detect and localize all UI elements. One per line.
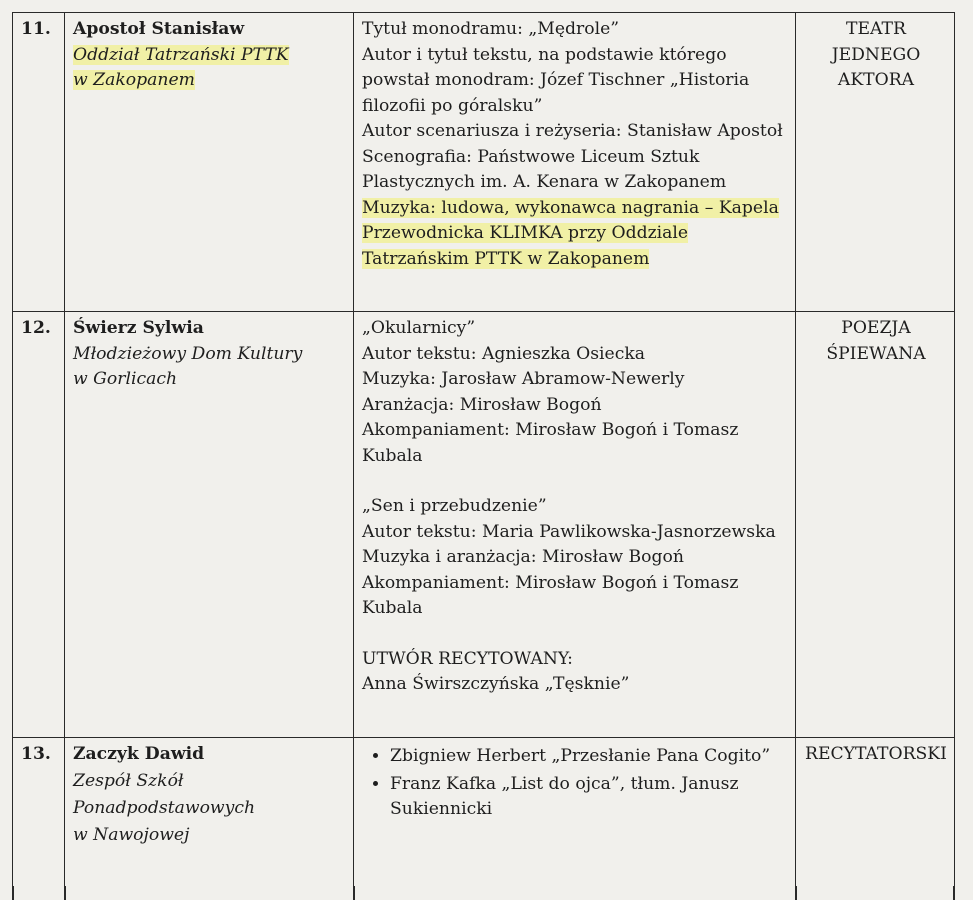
institution-name: Młodzieżowy Dom Kultury w Gorlicach	[73, 343, 303, 389]
program-line: Scenografia: Państwowe Liceum Sztuk Plastycznych im. A. Kenara w Zakopanem	[362, 146, 727, 192]
program-line: Tytuł monodramu: „Mędrole”	[362, 19, 620, 39]
table-row	[13, 738, 955, 898]
program-line-highlighted	[362, 196, 789, 273]
program-line: Autor scenariusza i reżyseria: Stanisław Apostoł	[362, 121, 783, 141]
recited-heading: UTWÓR RECYTOWANY:	[362, 648, 573, 669]
program-cell	[354, 738, 796, 898]
spacer	[362, 469, 789, 494]
category-cell: RECYTATORSKI	[796, 738, 955, 898]
program-cell	[354, 13, 796, 312]
program-line: Akompaniament: Mirosław Bogoń i Tomasz Kubala	[362, 572, 739, 618]
program-line: Akompaniament: Mirosław Bogoń i Tomasz Kubala	[362, 420, 739, 466]
highlighter-mark: Muzyka: ludowa, wykonawca nagrania – Kapela Przewodnicka KLIMKA przy Oddziale Tatrzańskim PTTK w Zakopanem	[362, 197, 779, 269]
participant-cell	[65, 312, 354, 738]
program-line: Autor i tytuł tekstu, na podstawie którego powstał monodram: Józef Tischner „Historia filozofii po góralsku”	[362, 44, 750, 116]
spacer	[362, 622, 789, 647]
program-line: Anna Świrszczyńska „Tęsknie”	[362, 674, 630, 694]
participant-name: Apostoł Stanisław	[73, 19, 245, 39]
row-number: 11.	[13, 13, 65, 312]
institution-name: Zespół Szkół Ponadpodstawowych w Nawojowej	[73, 770, 256, 845]
program-line: Autor tekstu: Agnieszka Osiecka	[362, 343, 645, 364]
program-bullet-list	[362, 744, 789, 823]
program-line: Muzyka i aranżacja: Mirosław Bogoń	[362, 547, 684, 567]
participant-name: Zaczyk Dawid	[73, 744, 205, 764]
program-line: Autor tekstu: Maria Pawlikowska-Jasnorzewska	[362, 521, 776, 542]
page-crop-edge	[0, 886, 973, 900]
program-line: Muzyka: Jarosław Abramow-Newerly	[362, 369, 685, 389]
row-number: 13.	[13, 738, 65, 898]
table-row	[13, 13, 955, 312]
participant-cell	[65, 13, 354, 312]
program-cell	[354, 312, 796, 738]
column-rule	[12, 886, 14, 900]
participant-cell	[65, 738, 354, 898]
row-number: 12.	[13, 312, 65, 738]
category-cell: POEZJA ŚPIEWANA	[796, 312, 955, 738]
list-item: • Franz Kafka „List do ojca”, tłum. Janusz Sukiennicki	[390, 772, 789, 823]
table-row	[13, 312, 955, 738]
institution-name	[73, 43, 347, 94]
participants-table	[12, 12, 955, 898]
column-rule	[795, 886, 797, 900]
highlighted-institution: Oddział Tatrzański PTTK w Zakopanem	[73, 44, 289, 90]
column-rule	[64, 886, 66, 900]
list-item: • Zbigniew Herbert „Przesłanie Pana Cogito”	[390, 744, 789, 770]
column-rule	[353, 886, 355, 900]
participant-name: Świerz Sylwia	[73, 318, 204, 338]
category-cell: TEATR JEDNEGO AKTORA	[796, 13, 955, 312]
song-title: „Okularnicy”	[362, 318, 476, 338]
song-title: „Sen i przebudzenie”	[362, 496, 547, 516]
column-rule	[953, 886, 955, 900]
program-line: Aranżacja: Mirosław Bogoń	[362, 394, 602, 415]
